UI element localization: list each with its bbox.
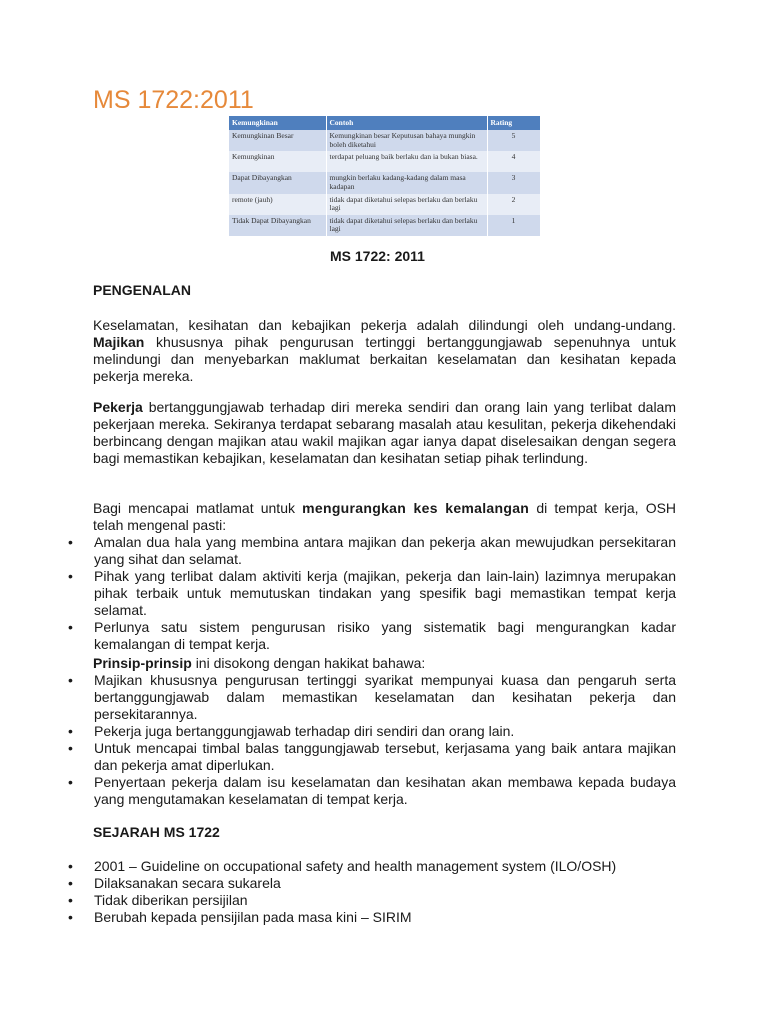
bullet-icon: • bbox=[68, 875, 73, 891]
bullet-icon: • bbox=[68, 892, 73, 908]
bullet-icon: • bbox=[68, 672, 73, 688]
table-header-cell: Rating bbox=[487, 116, 540, 130]
principles-list bbox=[68, 672, 676, 808]
paragraph-text: Bagi mencapai matlamat untuk bbox=[93, 500, 295, 516]
osh-points-list bbox=[68, 534, 676, 653]
bullet-icon: • bbox=[68, 619, 73, 635]
table-row bbox=[229, 151, 540, 172]
table-cell: mungkin berlaku kadang-kadang dalam masa kadapan bbox=[326, 172, 487, 193]
table-cell-rating: 4 bbox=[487, 151, 540, 172]
document-title: MS 1722:2011 bbox=[93, 86, 254, 114]
intro-paragraph-2 bbox=[93, 399, 676, 467]
list-item: • Pihak yang terlibat dalam aktiviti kerja (majikan, pekerja dan lain-lain) lazimnya merupakan pihak terbaik untuk memutuskan tindakan yang spesifik bagi memastikan tempat kerja selamat. bbox=[68, 568, 676, 618]
paragraph-text: Keselamatan, kesihatan dan kebajikan pekerja adalah dilindungi oleh undang-undang. bbox=[93, 317, 676, 333]
table-row bbox=[229, 130, 540, 151]
table-cell: Tidak Dapat Dibayangkan bbox=[229, 215, 326, 236]
table-cell-rating: 3 bbox=[487, 172, 540, 193]
bullet-icon: • bbox=[68, 858, 73, 874]
table-cell: Dapat Dibayangkan bbox=[229, 172, 326, 193]
emphasis-majikan: Majikan bbox=[93, 334, 145, 350]
principles-intro bbox=[93, 655, 425, 672]
list-item: • Majikan khususnya pengurusan tertinggi syarikat mempunyai kuasa dan pengaruh serta bertanggungjawab dalam memastikan keselamatan dan kesihatan pekerja dan persekitarannya. bbox=[68, 672, 676, 722]
list-item: • Tidak diberikan persijilan bbox=[68, 892, 248, 908]
paragraph-text: ini disokong dengan hakikat bahawa: bbox=[195, 655, 426, 671]
intro-paragraph-3 bbox=[93, 500, 676, 534]
list-item: • 2001 – Guideline on occupational safety and health management system (ILO/OSH) bbox=[68, 858, 617, 874]
list-item: • Penyertaan pekerja dalam isu keselamatan dan kesihatan akan membawa kepada budaya yang mengutamakan keselamatan di tempat kerja. bbox=[68, 774, 676, 807]
emphasis-pekerja: Pekerja bbox=[93, 399, 143, 415]
section-heading-introduction: PENGENALAN bbox=[93, 282, 192, 298]
intro-paragraph-1 bbox=[93, 317, 676, 385]
table-row bbox=[229, 194, 540, 215]
table-caption: MS 1722: 2011 bbox=[330, 248, 425, 264]
table-header-cell: Kemungkinan bbox=[229, 116, 326, 130]
table-cell: Kemungkinan bbox=[229, 151, 326, 172]
list-item: • Berubah kepada pensijilan pada masa kini – SIRIM bbox=[68, 909, 412, 925]
list-item: • Perlunya satu sistem pengurusan risiko yang sistematik bagi mengurangkan kadar kemalangan di tempat kerja. bbox=[68, 619, 676, 652]
table-cell: remote (jauh) bbox=[229, 194, 326, 215]
bullet-icon: • bbox=[68, 568, 73, 584]
table-cell-rating: 5 bbox=[487, 130, 540, 151]
bullet-icon: • bbox=[68, 909, 73, 925]
table-cell: Kemungkinan besar Keputusan bahaya mungkin boleh diketahui bbox=[326, 130, 487, 151]
bullet-icon: • bbox=[68, 534, 73, 550]
likelihood-rating-table bbox=[229, 116, 541, 236]
table-cell-rating: 2 bbox=[487, 194, 540, 215]
list-item: • Pekerja juga bertanggungjawab terhadap diri sendiri dan orang lain. bbox=[68, 723, 515, 739]
emphasis-reduce-accidents: mengurangkan kes kemalangan bbox=[302, 500, 530, 516]
history-list bbox=[68, 858, 676, 926]
bullet-icon: • bbox=[68, 723, 73, 739]
list-item: • Dilaksanakan secara sukarela bbox=[68, 875, 281, 891]
bullet-icon: • bbox=[68, 774, 73, 790]
section-heading-history: SEJARAH MS 1722 bbox=[93, 824, 220, 840]
paragraph-text: khususnya pihak pengurusan tertinggi bertanggungjawab sepenuhnya untuk melindungi dan menyebarkan maklumat berkaitan keselamatan dan kesihatan kepada pekerja mereka. bbox=[93, 334, 676, 384]
table-row bbox=[229, 172, 540, 193]
table-header-cell: Contoh bbox=[326, 116, 487, 130]
bullet-icon: • bbox=[68, 740, 73, 756]
emphasis-principles: Prinsip-prinsip bbox=[93, 655, 192, 671]
paragraph-text: di tempat kerja, OSH telah mengenal pasti: bbox=[93, 500, 677, 533]
paragraph-text: bertanggungjawab terhadap diri mereka sendiri dan orang lain yang terlibat dalam pekerjaan mereka. Sekiranya terdapat sebarang masalah atau kesulitan, pekerja dikehendaki berbincang dengan majikan atau wakil majikan agar ianya dapat diselesaikan dengan segera bagi memastikan kebajikan, keselamatan dan kesihatan setiap pihak terlindung. bbox=[93, 399, 677, 466]
table-cell: tidak dapat diketahui selepas berlaku dan berlaku lagi bbox=[326, 215, 487, 236]
table-header-row bbox=[229, 116, 540, 130]
table-cell: terdapat peluang baik berlaku dan ia bukan biasa. bbox=[326, 151, 487, 172]
list-item: • Amalan dua hala yang membina antara majikan dan pekerja akan mewujudkan persekitaran yang sihat dan selamat. bbox=[68, 534, 676, 567]
table-row bbox=[229, 215, 540, 236]
table-cell-rating: 1 bbox=[487, 215, 540, 236]
table-cell: tidak dapat diketahui selepas berlaku dan berlaku lagi bbox=[326, 194, 487, 215]
list-item: • Untuk mencapai timbal balas tanggungjawab tersebut, kerjasama yang baik antara majikan dan pekerja amat diperlukan. bbox=[68, 740, 676, 773]
table-cell: Kemungkinan Besar bbox=[229, 130, 326, 151]
